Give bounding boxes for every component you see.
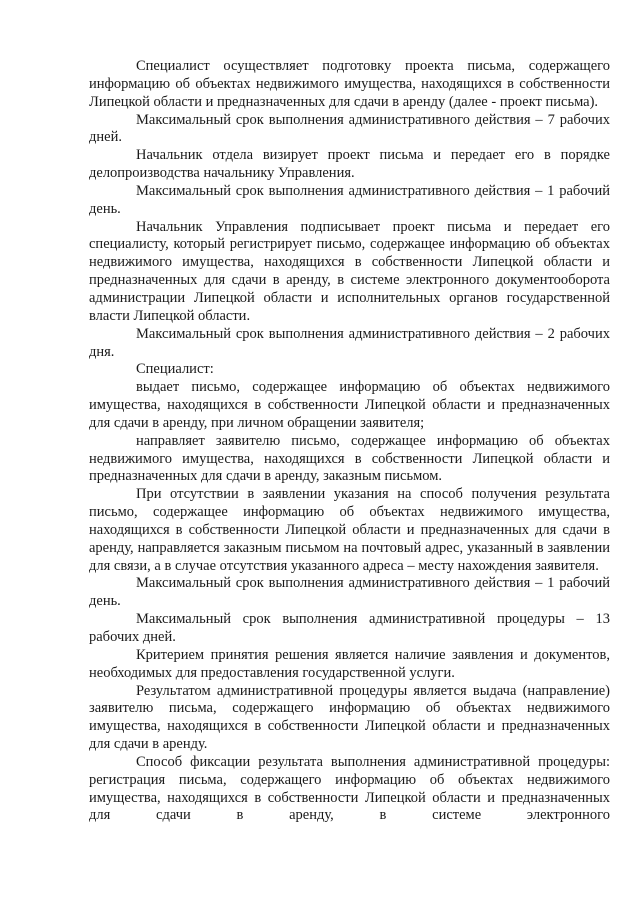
paragraph-deadline-7-days: Максимальный срок выполнения административного действия – 7 рабочих дней. (89, 111, 610, 146)
paragraph-procedure-deadline: Максимальный срок выполнения административной процедуры – 13 рабочих дней. (89, 611, 610, 645)
paragraph-no-delivery-method: При отсутствии в заявлении указания на способ получения результата письмо, содержащее информацию об объектах недвижимого имущества, находящихся в собственности Липецкой области и предназначенных для сдачи в аренду, направляется заказным письмом на почтовый адрес, указанный в заявлении для связи, а в случае отсутствия указанного адреса – месту нахождения заявителя. (89, 486, 610, 574)
paragraph-sends-letter: направляет заявителю письмо, содержащее информацию об объектах недвижимого имущества, находящихся в собственности Липецкой области и предназначенных для сдачи в аренду, заказным письмом. (89, 432, 610, 485)
paragraph-decision-criterion: Критерием принятия решения является наличие заявления и документов, необходимых для предоставления государственной услуги. (89, 646, 610, 681)
paragraph-procedure-result: Результатом административной процедуры является выдача (направление) заявителю письма, содержащего информацию об объектах недвижимого имущества, находящихся в собственности Липецкой области и предназначенных для сдачи в аренду. (89, 682, 610, 753)
paragraph-issues-letter: выдает письмо, содержащее информацию об объектах недвижимого имущества, находящихся в собственности Липецкой области и предназначенных для сдачи в аренду, при личном обращении заявителя; (89, 379, 610, 431)
paragraph-head-signs-letter: Начальник Управления подписывает проект письма и передает его специалисту, который регистрирует письмо, содержащее информацию об объектах недвижимого имущества, находящихся в собственности Липецкой области и предназначенных для сдачи в аренду, в системе электронного документооборота администрации Липецкой области и исполнительных органов государственной власти Липецкой области. (89, 218, 610, 324)
paragraph-deadline-1-day-second: Максимальный срок выполнения административного действия – 1 рабочий день. (89, 575, 610, 610)
paragraph-letter-preparation: Специалист осуществляет подготовку проекта письма, содержащего информацию об объектах недвижимого имущества, находящихся в собственности Липецкой области и предназначенных для сдачи в аренду (далее - проект письма). (89, 58, 610, 110)
paragraph-deadline-2-days: Максимальный срок выполнения административного действия – 2 рабочих дня. (89, 325, 610, 360)
paragraph-result-recording: Способ фиксации результата выполнения административной процедуры: регистрация письма, содержащего информацию об объектах недвижимого имущества, находящихся в собственности Липецкой области и предназначенных для сдачи в аренду, в системе электронного (89, 753, 610, 824)
paragraph-specialist-intro: Специалист: (136, 361, 214, 378)
paragraph-department-head-visa: Начальник отдела визирует проект письма и передает его в порядке делопроизводства начальнику Управления. (89, 147, 610, 182)
document-body (89, 58, 610, 825)
paragraph-deadline-1-day: Максимальный срок выполнения административного действия – 1 рабочий день. (89, 182, 610, 217)
